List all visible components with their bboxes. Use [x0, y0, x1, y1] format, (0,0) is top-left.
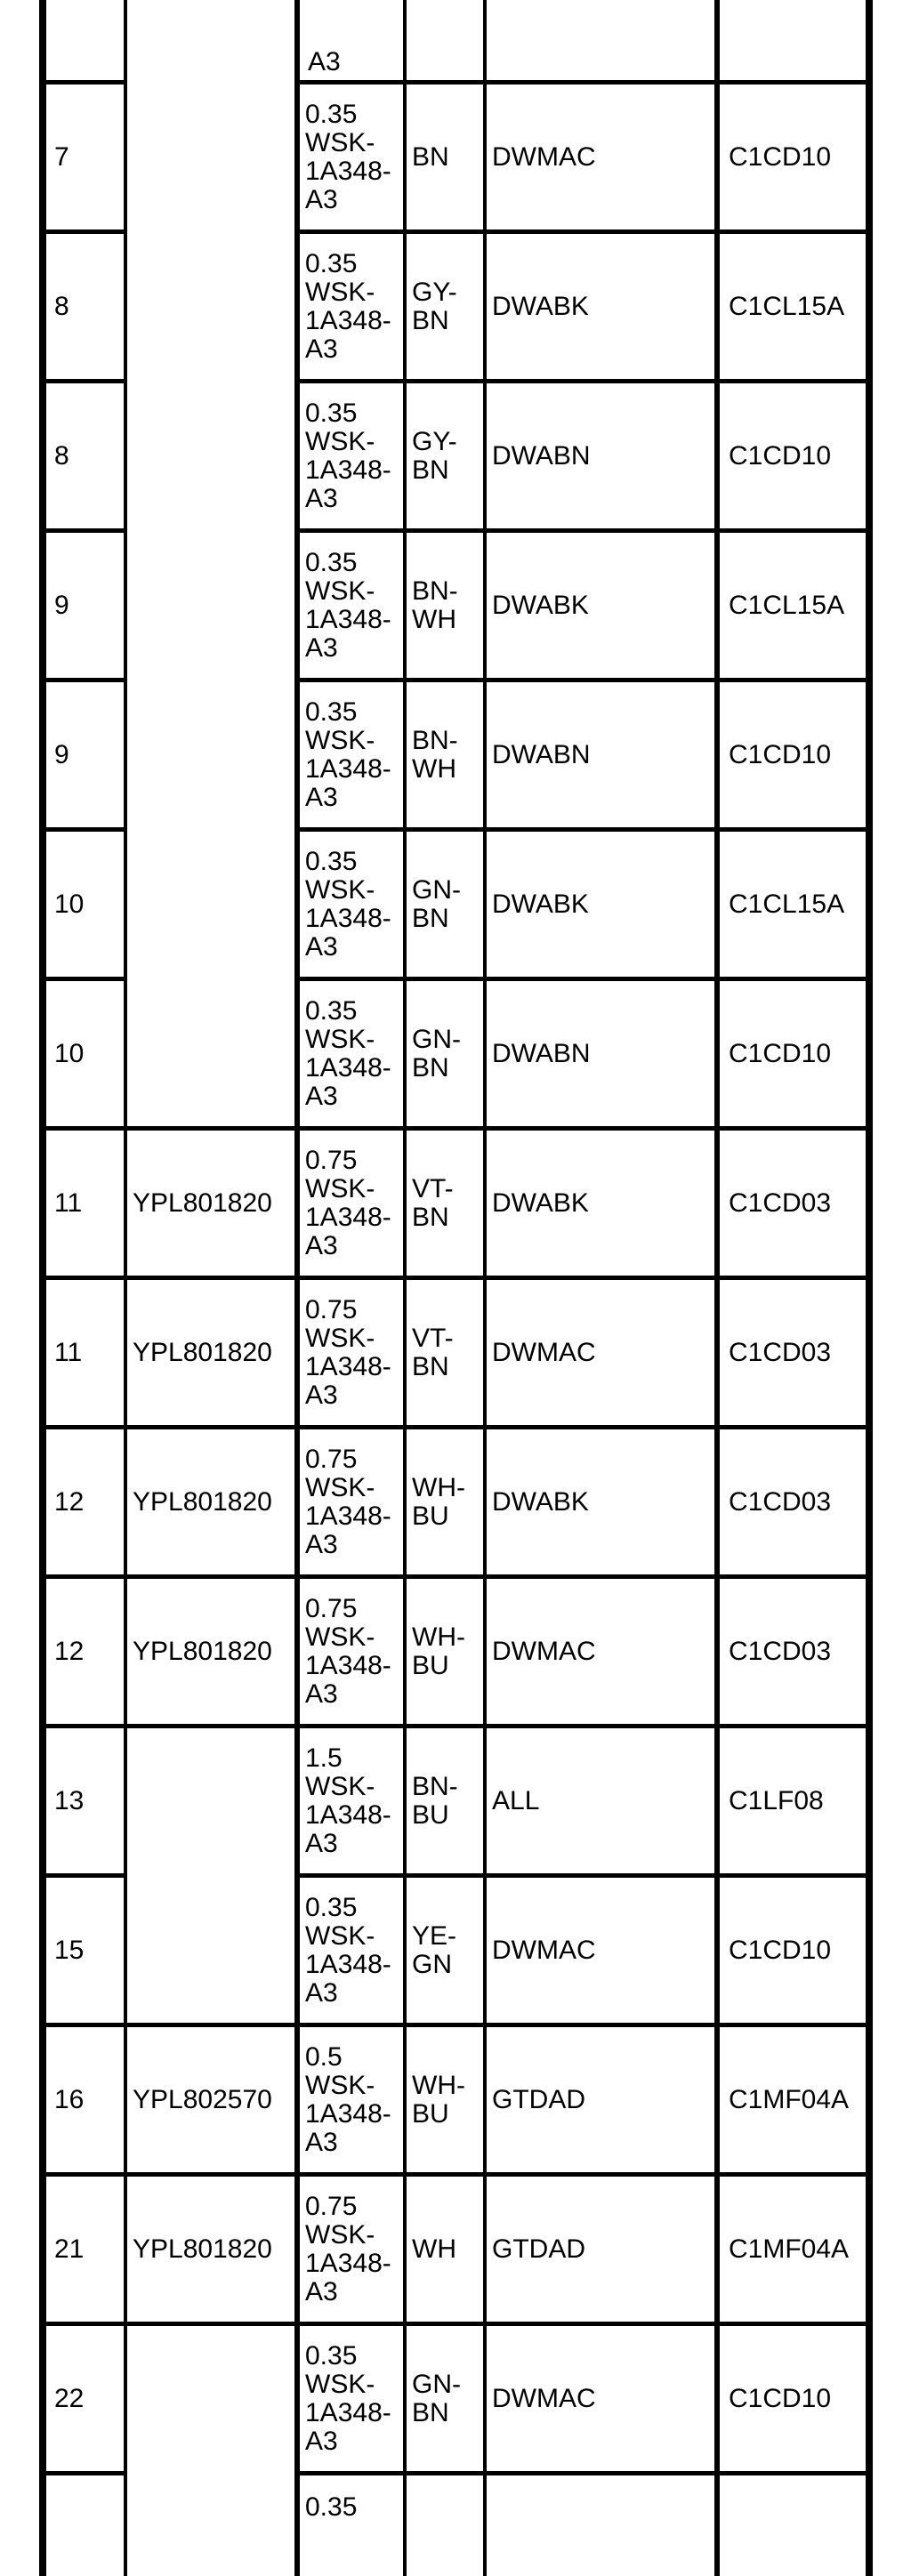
pin-cell: 22	[54, 2383, 85, 2413]
wire-color-cell	[407, 832, 483, 977]
cell-line: BN-	[412, 725, 458, 755]
cell-line: WSK-	[305, 1771, 375, 1801]
location-cell: C1CD10	[729, 2383, 832, 2413]
cell-line: A3	[305, 2276, 338, 2306]
cell-line: BN	[412, 305, 449, 335]
wire-spec-cell	[300, 1429, 403, 1574]
destination-cell: ALL	[492, 1785, 540, 1815]
cell-line: WSK-	[305, 2219, 375, 2250]
cell-line: 1.5	[305, 1743, 343, 1773]
wire-spec-cell	[300, 1878, 403, 2023]
cell-line: 1A348-	[305, 2098, 391, 2129]
wire-color-cell	[407, 1878, 483, 2023]
location-cell: C1CD03	[729, 1187, 832, 1218]
location-cell: C1CD03	[729, 1486, 832, 1517]
cell-line: 0.35	[305, 398, 358, 428]
column-rule	[866, 0, 873, 2576]
cell-line: GY-	[412, 426, 457, 456]
cell-line: A3	[305, 782, 338, 812]
destination-cell: DWABN	[492, 1038, 591, 1068]
cell-line: YE-	[412, 1920, 457, 1951]
destination-cell: DWABK	[492, 590, 589, 620]
cell-line: BN	[412, 2397, 449, 2427]
cell-line: BN	[412, 1351, 449, 1381]
part-number-cell: YPL801820	[133, 1337, 272, 1367]
wire-color-cell	[407, 1728, 483, 1873]
location-cell: C1CL15A	[729, 291, 845, 321]
cell-line: 1A348-	[305, 1650, 391, 1680]
destination-cell: GTDAD	[492, 2234, 585, 2264]
wire-spec-cell	[300, 981, 403, 1126]
cell-line: GN-	[412, 2369, 461, 2399]
cell-line: BN	[412, 1202, 449, 1232]
cell-line: 1A348-	[305, 753, 391, 784]
cell-line: GN-	[412, 1024, 461, 1054]
cell-line: A3	[308, 47, 341, 76]
cell-line: 0.75	[305, 1294, 358, 1324]
cell-line: WSK-	[305, 2369, 375, 2399]
cell-line: 0.35	[305, 2492, 358, 2522]
cell-line: BN	[412, 455, 449, 485]
cell-line: 0.75	[305, 1444, 358, 1474]
wire-color-cell	[407, 2326, 483, 2471]
location-cell: C1CD10	[729, 141, 832, 172]
cell-line: A3	[305, 1380, 338, 1410]
cell-line: 1A348-	[305, 455, 391, 485]
wire-spec-cell	[300, 533, 403, 678]
wire-spec-cell	[300, 1280, 403, 1425]
cell-line: A3	[305, 483, 338, 513]
row-rule	[124, 1724, 300, 1728]
wire-color-cell	[407, 383, 483, 528]
location-cell: C1MF04A	[729, 2234, 850, 2264]
cell-line: WH	[412, 753, 456, 784]
wire-spec-cell	[300, 383, 403, 528]
cell-line: BU	[412, 1501, 449, 1531]
cell-line: WH-	[412, 1472, 465, 1502]
cell-line: A3	[305, 334, 338, 364]
cell-line: A3	[305, 184, 338, 214]
cell-line: WSK-	[305, 576, 375, 606]
destination-cell: DWABK	[492, 291, 589, 321]
destination-cell: DWABN	[492, 739, 591, 769]
cell-line: 0.5	[305, 2041, 343, 2072]
cell-line: WSK-	[305, 2070, 375, 2100]
cell-line: WSK-	[305, 426, 375, 456]
destination-cell: GTDAD	[492, 2084, 585, 2114]
cell-line: WSK-	[305, 127, 375, 157]
wire-spec-cell	[300, 1728, 403, 1873]
cell-line: BN-	[412, 576, 458, 606]
pin-cell: 8	[54, 440, 69, 471]
cell-line: 1A348-	[305, 1949, 391, 1979]
pin-cell: 7	[54, 141, 69, 172]
cell-line: GN-	[412, 874, 461, 905]
wire-color-cell	[407, 1579, 483, 1724]
wire-spec-cell	[300, 832, 403, 977]
wire-color-cell	[407, 2027, 483, 2172]
cell-line: 0.75	[305, 1593, 358, 1623]
location-cell: C1CD10	[729, 1935, 832, 1965]
location-cell: C1LF08	[729, 1785, 824, 1815]
cell-line: 0.35	[305, 547, 358, 577]
location-cell: C1CL15A	[729, 889, 845, 919]
cell-line: WSK-	[305, 725, 375, 755]
wire-color-cell	[407, 1280, 483, 1425]
cell-line: VT-	[412, 1323, 454, 1353]
cell-line: GN	[412, 1949, 452, 1979]
cell-line: WSK-	[305, 1472, 375, 1502]
destination-cell: DWMAC	[492, 1935, 596, 1965]
cell-line: A3	[305, 1230, 338, 1260]
part-number-cell: YPL801820	[133, 2234, 272, 2264]
cell-line: WSK-	[305, 874, 375, 905]
cell-line: A3	[305, 1081, 338, 1111]
wire-spec-cell	[300, 682, 403, 827]
wire-color-cell	[407, 1429, 483, 1574]
cell-line: 0.35	[305, 1892, 358, 1922]
location-cell: C1CD10	[729, 739, 832, 769]
row-rule	[39, 2471, 127, 2475]
cell-line: VT-	[412, 1173, 454, 1203]
cell-line: 0.35	[305, 2340, 358, 2371]
location-cell: C1MF04A	[729, 2084, 850, 2114]
cell-line: WSK-	[305, 1323, 375, 1353]
cell-line: 1A348-	[305, 1052, 391, 1083]
wire-spec-cell	[300, 2475, 403, 2576]
wire-spec-cell	[300, 2326, 403, 2471]
pin-cell: 9	[54, 739, 69, 769]
cell-line: 0.35	[305, 696, 358, 727]
cell-line: WSK-	[305, 277, 375, 307]
wire-color-cell	[407, 2177, 483, 2322]
cell-line: BN	[412, 1052, 449, 1083]
pin-cell: 8	[54, 291, 69, 321]
pin-cell: 9	[54, 590, 69, 620]
pin-cell: 21	[54, 2234, 85, 2264]
pin-cell: 10	[54, 1038, 85, 1068]
cell-line: 1A348-	[305, 1501, 391, 1531]
destination-cell: DWABK	[492, 889, 589, 919]
part-number-cell: YPL801820	[133, 1486, 272, 1517]
destination-cell: DWMAC	[492, 2383, 596, 2413]
pin-cell: 15	[54, 1935, 85, 1965]
destination-cell: DWABN	[492, 440, 591, 471]
wire-spec-cell	[300, 2177, 403, 2322]
cell-line: A3	[305, 1828, 338, 1858]
location-cell: C1CD03	[729, 1337, 832, 1367]
wire-spec-cell	[300, 0, 403, 80]
pin-cell: 13	[54, 1785, 85, 1815]
cell-line: WSK-	[305, 1024, 375, 1054]
wire-color-cell	[407, 533, 483, 678]
row-rule	[124, 2322, 300, 2326]
cell-line: 0.35	[305, 248, 358, 278]
wire-color-cell	[407, 1131, 483, 1276]
pin-cell: 16	[54, 2084, 85, 2114]
destination-cell: DWMAC	[492, 1636, 596, 1666]
cell-line: A3	[305, 2127, 338, 2157]
cell-line: BN	[412, 903, 449, 933]
column-rule	[39, 0, 46, 2576]
cell-line: BU	[412, 2098, 449, 2129]
wire-color-cell	[407, 682, 483, 827]
destination-cell: DWMAC	[492, 141, 596, 172]
cell-line: 1A348-	[305, 1351, 391, 1381]
destination-cell: DWABK	[492, 1187, 589, 1218]
location-cell: C1CL15A	[729, 590, 845, 620]
cell-line: WH-	[412, 1622, 465, 1652]
cell-line: BN-	[412, 1771, 458, 1801]
wire-spec-cell	[300, 2027, 403, 2172]
location-cell: C1CD10	[729, 1038, 832, 1068]
wire-color-cell	[407, 85, 483, 229]
cell-line: BN	[412, 141, 449, 172]
cell-line: BU	[412, 1799, 449, 1830]
pin-cell: 11	[54, 1187, 83, 1218]
cell-line: A3	[305, 1529, 338, 1559]
cell-line: A3	[305, 2426, 338, 2456]
cell-line: A3	[305, 1977, 338, 2008]
pin-cell: 11	[54, 1337, 83, 1367]
pin-cell: 12	[54, 1636, 85, 1666]
cell-line: A3	[305, 1678, 338, 1709]
part-number-cell: YPL801820	[133, 1187, 272, 1218]
cell-line: 1A348-	[305, 1799, 391, 1830]
cell-line: 1A348-	[305, 604, 391, 634]
part-number-cell: YPL801820	[133, 1636, 272, 1666]
destination-cell: DWABK	[492, 1486, 589, 1517]
pin-cell: 10	[54, 889, 85, 919]
cell-line: WSK-	[305, 1622, 375, 1652]
location-cell: C1CD03	[729, 1636, 832, 1666]
wire-color-cell	[407, 981, 483, 1126]
wire-color-cell	[407, 234, 483, 379]
part-number-cell: YPL802570	[133, 2084, 272, 2114]
wire-spec-cell	[300, 85, 403, 229]
cell-line: 0.35	[305, 995, 358, 1026]
cell-line: GY-	[412, 277, 457, 307]
cell-line: 1A348-	[305, 903, 391, 933]
cell-line: 0.75	[305, 1145, 358, 1175]
cell-line: 0.35	[305, 99, 358, 129]
cell-line: 0.75	[305, 2191, 358, 2221]
cell-line: WSK-	[305, 1173, 375, 1203]
cell-line: 1A348-	[305, 1202, 391, 1232]
wire-spec-cell	[300, 1579, 403, 1724]
cell-line: 1A348-	[305, 2248, 391, 2278]
cell-line: 1A348-	[305, 305, 391, 335]
cell-line: 0.35	[305, 846, 358, 876]
cell-line: WSK-	[305, 1920, 375, 1951]
cell-line: 1A348-	[305, 2397, 391, 2427]
cell-line: A3	[305, 931, 338, 962]
wire-spec-cell	[300, 234, 403, 379]
cell-line: WH-	[412, 2070, 465, 2100]
location-cell: C1CD10	[729, 440, 832, 471]
cell-line: 1A348-	[305, 156, 391, 186]
cell-line: A3	[305, 632, 338, 663]
cell-line: WH	[412, 2234, 456, 2264]
pin-cell: 12	[54, 1486, 85, 1517]
wire-spec-cell	[300, 1131, 403, 1276]
destination-cell: DWMAC	[492, 1337, 596, 1367]
cell-line: WH	[412, 604, 456, 634]
cell-line: BU	[412, 1650, 449, 1680]
